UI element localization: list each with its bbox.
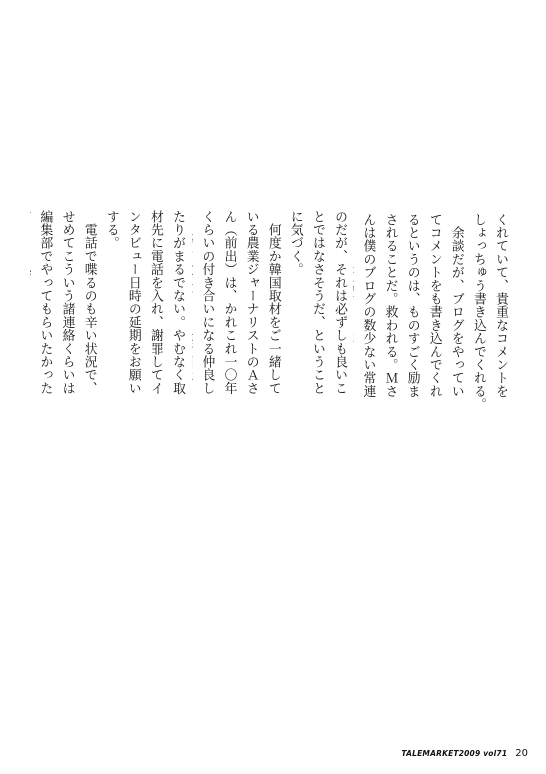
text-column-left: たりがまるでない。やむなく取 材先に電話を入れ、謝罪してイ ンタビュー日時の延期をお願い する。 電話で喋るのも辛い状況で、 せめてこういう諸連絡くらいは 編集部でやってもらいたかった	[37, 210, 185, 395]
text-column-right: くれていて、貴重なコメントを しょっちゅう書き込んでくれる。 余談だが、ブログをやってい てコメントをも書き込んでくれ るというのは、ものすごく励ま されることだ。救われる。Ｍさ んは僕のブログの数少ない常連	[360, 213, 508, 411]
page-number: 20	[515, 748, 528, 759]
page-footer	[401, 748, 528, 759]
text-column-middle: のだが、それは必ずしも良いこ とではなさそうだ、ということ に気づく。 何度か韓国取材をご一緒して いる農業ジャーナリストのＡさ ん（前出）は、かれこれ一〇年 くらいの付き合いになる仲良し	[199, 210, 347, 395]
journal-name: TALEMARKET2009 vol71	[401, 749, 508, 758]
